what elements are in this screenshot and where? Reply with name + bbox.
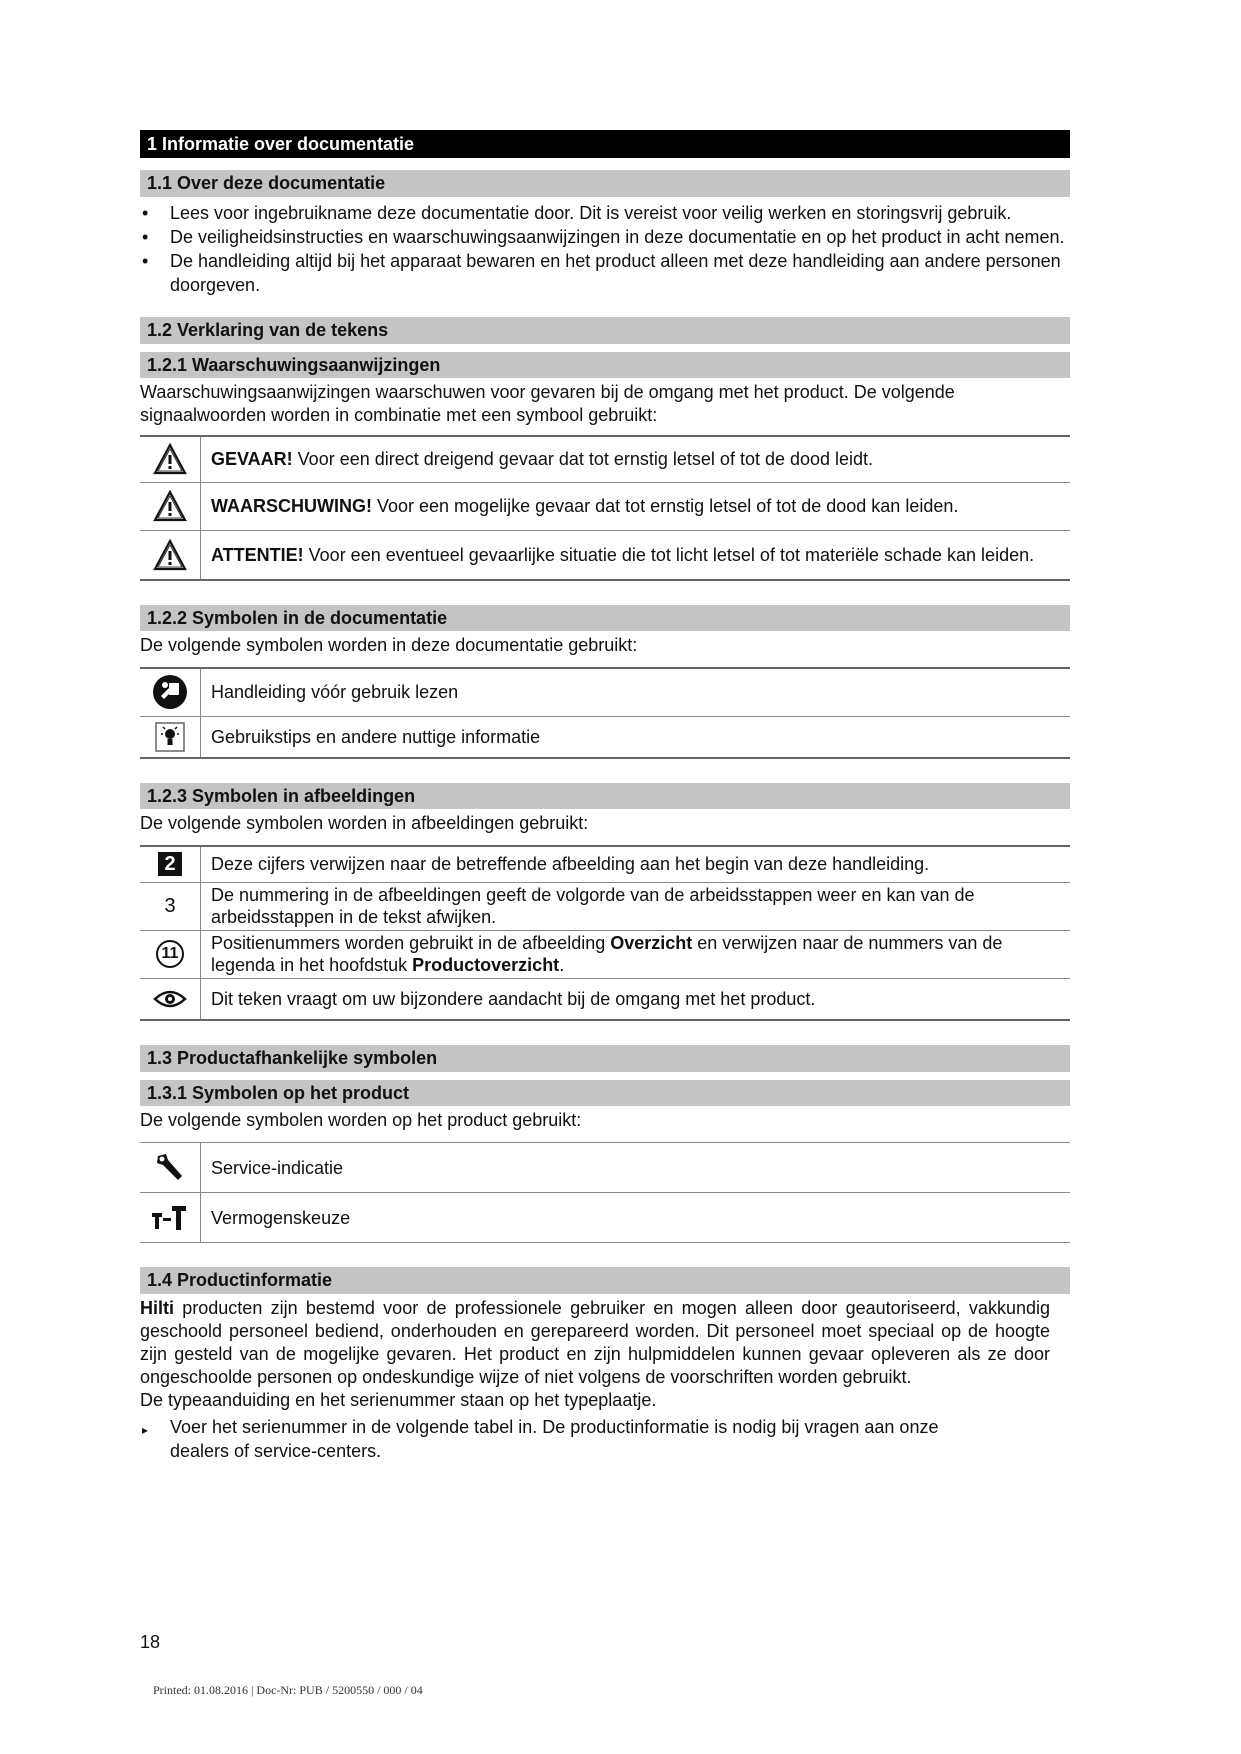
manual-page (140, 130, 1070, 1463)
table-row (140, 978, 1070, 1020)
section-1-1-heading: 1.1 Over deze documentatie (140, 170, 1070, 197)
table-row (140, 846, 1070, 882)
bullet-item: • Lees voor ingebruikname deze documentatie door. Dit is vereist voor veilig werken en storingsvrij gebruik. (142, 203, 1012, 223)
warnings-intro: Waarschuwingsaanwijzingen waarschuwen voor gevaren bij de omgang met het product. De volgende signaalwoorden worden in combinatie met een symbool gebruikt: (140, 382, 955, 425)
image-symbols-table (140, 845, 1070, 1021)
table-row (140, 668, 1070, 716)
section-1-2-1-heading: 1.2.1 Waarschuwingsaanwijzingen (140, 352, 1070, 378)
section-1-3-heading: 1.3 Productafhankelijke symbolen (140, 1045, 1070, 1072)
product-info-paragraph: Hilti producten zijn bestemd voor de professionele gebruiker en mogen alleen door geautoriseerd, vakkundig geschoold personeel bediend, onderhouden en gerepareerd worden. Dit personeel moet speciaal op de hoogte zijn gesteld van de mogelijke gevaren. Het product en zijn hulpmiddelen kunnen gevaar opleveren als ze door ongeschoolde personen op ondeskundige wijze of niet volgens de voorschriften worden gebruikt. (140, 1298, 1050, 1387)
print-footer: Printed: 01.08.2016 | Doc-Nr: PUB / 5200550 / 000 / 04 (153, 1683, 423, 1697)
figure-number-symbol: 2 (140, 846, 201, 882)
eye-icon (140, 978, 201, 1020)
section-1-2-3-heading: 1.2.3 Symbolen in afbeeldingen (140, 783, 1070, 809)
step-number-symbol: 3 (140, 882, 201, 930)
warning-text: ATTENTIE! Voor een eventueel gevaarlijke situatie die tot licht letsel of tot materiële schade kan leiden. (201, 530, 1071, 580)
documentation-bullets (140, 201, 1070, 297)
warning-triangle-icon (140, 530, 201, 580)
product-symbols-table (140, 1142, 1070, 1243)
image-symbol-text: Dit teken vraagt om uw bijzondere aandacht bij de omgang met het product. (201, 978, 1071, 1020)
image-symbols-intro: De volgende symbolen worden in afbeeldingen gebruikt: (140, 813, 589, 833)
doc-symbols-intro: De volgende symbolen worden in deze documentatie gebruikt: (140, 635, 638, 655)
image-symbol-text: De nummering in de afbeeldingen geeft de volgorde van de arbeidsstappen weer en kan van de arbeidsstappen in de tekst afwijken. (201, 882, 1071, 930)
read-manual-icon (140, 668, 201, 716)
image-symbol-text: Positienummers worden gebruikt in de afbeelding Overzicht en verwijzen naar de nummers van de legenda in het hoofdstuk Productoverzicht. (201, 930, 1071, 978)
lightbulb-tip-icon (140, 716, 201, 758)
warning-triangle-icon (140, 436, 201, 482)
action-list (140, 1415, 970, 1463)
table-row (140, 930, 1070, 978)
table-row (140, 1193, 1070, 1243)
bullet-item: • De handleiding altijd bij het apparaat bewaren en het product alleen met deze handleiding aan andere personen doorgeven. (142, 251, 1061, 295)
warning-text: WAARSCHUWING! Voor een mogelijke gevaar dat tot ernstig letsel of tot de dood kan leiden. (201, 482, 1071, 530)
table-row (140, 436, 1070, 482)
power-selection-icon (140, 1193, 201, 1243)
section-1-2-2-heading: 1.2.2 Symbolen in de documentatie (140, 605, 1070, 631)
warning-text: GEVAAR! Voor een direct dreigend gevaar dat tot ernstig letsel of tot de dood leidt. (201, 436, 1071, 482)
action-item: ▸ Voer het serienummer in de volgende tabel in. De productinformatie is nodig bij vragen aan onze dealers of service-centers. (142, 1417, 939, 1461)
section-1-2-heading: 1.2 Verklaring van de tekens (140, 317, 1070, 344)
section-1-4-heading: 1.4 Productinformatie (140, 1267, 1070, 1294)
table-row (140, 530, 1070, 580)
doc-symbol-text: Handleiding vóór gebruik lezen (201, 668, 1071, 716)
product-symbols-intro: De volgende symbolen worden op het product gebruikt: (140, 1110, 582, 1130)
bullet-item: • De veiligheidsinstructies en waarschuwingsaanwijzingen in deze documentatie en op het product in acht nemen. (142, 227, 1065, 247)
warning-triangle-icon (140, 482, 201, 530)
section-1-heading: 1 Informatie over documentatie (140, 130, 1070, 158)
image-symbol-text: Deze cijfers verwijzen naar de betreffende afbeelding aan het begin van deze handleiding. (201, 846, 1071, 882)
doc-symbols-table (140, 667, 1070, 759)
product-symbol-text: Service-indicatie (201, 1143, 1071, 1193)
table-row (140, 882, 1070, 930)
table-row (140, 482, 1070, 530)
section-1-3-1-heading: 1.3.1 Symbolen op het product (140, 1080, 1070, 1106)
product-symbol-text: Vermogenskeuze (201, 1193, 1071, 1243)
typeplate-paragraph: De typeaanduiding en het serienummer staan op het typeplaatje. (140, 1390, 657, 1410)
table-row (140, 1143, 1070, 1193)
position-number-symbol: 11 (140, 930, 201, 978)
wrench-icon (140, 1143, 201, 1193)
table-row (140, 716, 1070, 758)
page-number: 18 (140, 1632, 161, 1652)
doc-symbol-text: Gebruikstips en andere nuttige informatie (201, 716, 1071, 758)
warning-table (140, 435, 1070, 581)
